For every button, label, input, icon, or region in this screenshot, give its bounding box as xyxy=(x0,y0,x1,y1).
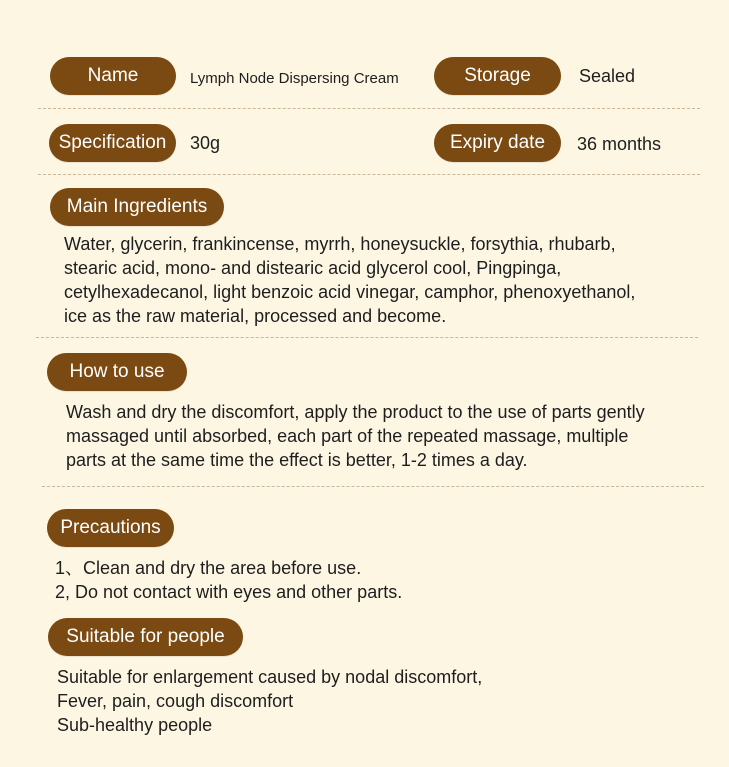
divider xyxy=(38,174,700,175)
expiry-label: Expiry date xyxy=(434,124,561,162)
how-to-use-line: parts at the same time the effect is better, 1-2 times a day. xyxy=(66,450,528,470)
precautions-line: 2, Do not contact with eyes and other parts. xyxy=(55,582,403,602)
suitable-line: Fever, pain, cough discomfort xyxy=(57,691,294,711)
expiry-value: 36 months xyxy=(577,134,662,154)
ingredients-line: ice as the raw material, processed and become. xyxy=(64,306,447,326)
ingredients-line: Water, glycerin, frankincense, myrrh, honeysuckle, forsythia, rhubarb, xyxy=(64,234,616,254)
precautions-label: Precautions xyxy=(47,509,174,547)
storage-label: Storage xyxy=(434,57,561,95)
precautions-line: 1、Clean and dry the area before use. xyxy=(55,558,362,578)
how-to-use-label: How to use xyxy=(47,353,187,391)
name-value: Lymph Node Dispersing Cream xyxy=(190,70,399,87)
suitable-label: Suitable for people xyxy=(48,618,243,656)
storage-value: Sealed xyxy=(579,66,636,86)
suitable-text xyxy=(57,665,482,737)
specification-value: 30g xyxy=(190,133,221,153)
suitable-line: Suitable for enlargement caused by nodal discomfort, xyxy=(57,667,483,687)
ingredients-label: Main Ingredients xyxy=(50,188,224,226)
how-to-use-text xyxy=(66,400,645,472)
how-to-use-line: Wash and dry the discomfort, apply the product to the use of parts gently xyxy=(66,402,645,422)
how-to-use-line: massaged until absorbed, each part of the repeated massage, multiple xyxy=(66,426,629,446)
name-label: Name xyxy=(50,57,176,95)
precautions-text xyxy=(55,556,402,604)
divider xyxy=(42,486,704,487)
ingredients-line: stearic acid, mono- and distearic acid glycerol cool, Pingpinga, xyxy=(64,258,562,278)
divider xyxy=(36,337,698,338)
ingredients-text xyxy=(64,232,635,328)
divider xyxy=(38,108,700,109)
ingredients-line: cetylhexadecanol, light benzoic acid vinegar, camphor, phenoxyethanol, xyxy=(64,282,636,302)
specification-label: Specification xyxy=(49,124,176,162)
suitable-line: Sub-healthy people xyxy=(57,715,213,735)
